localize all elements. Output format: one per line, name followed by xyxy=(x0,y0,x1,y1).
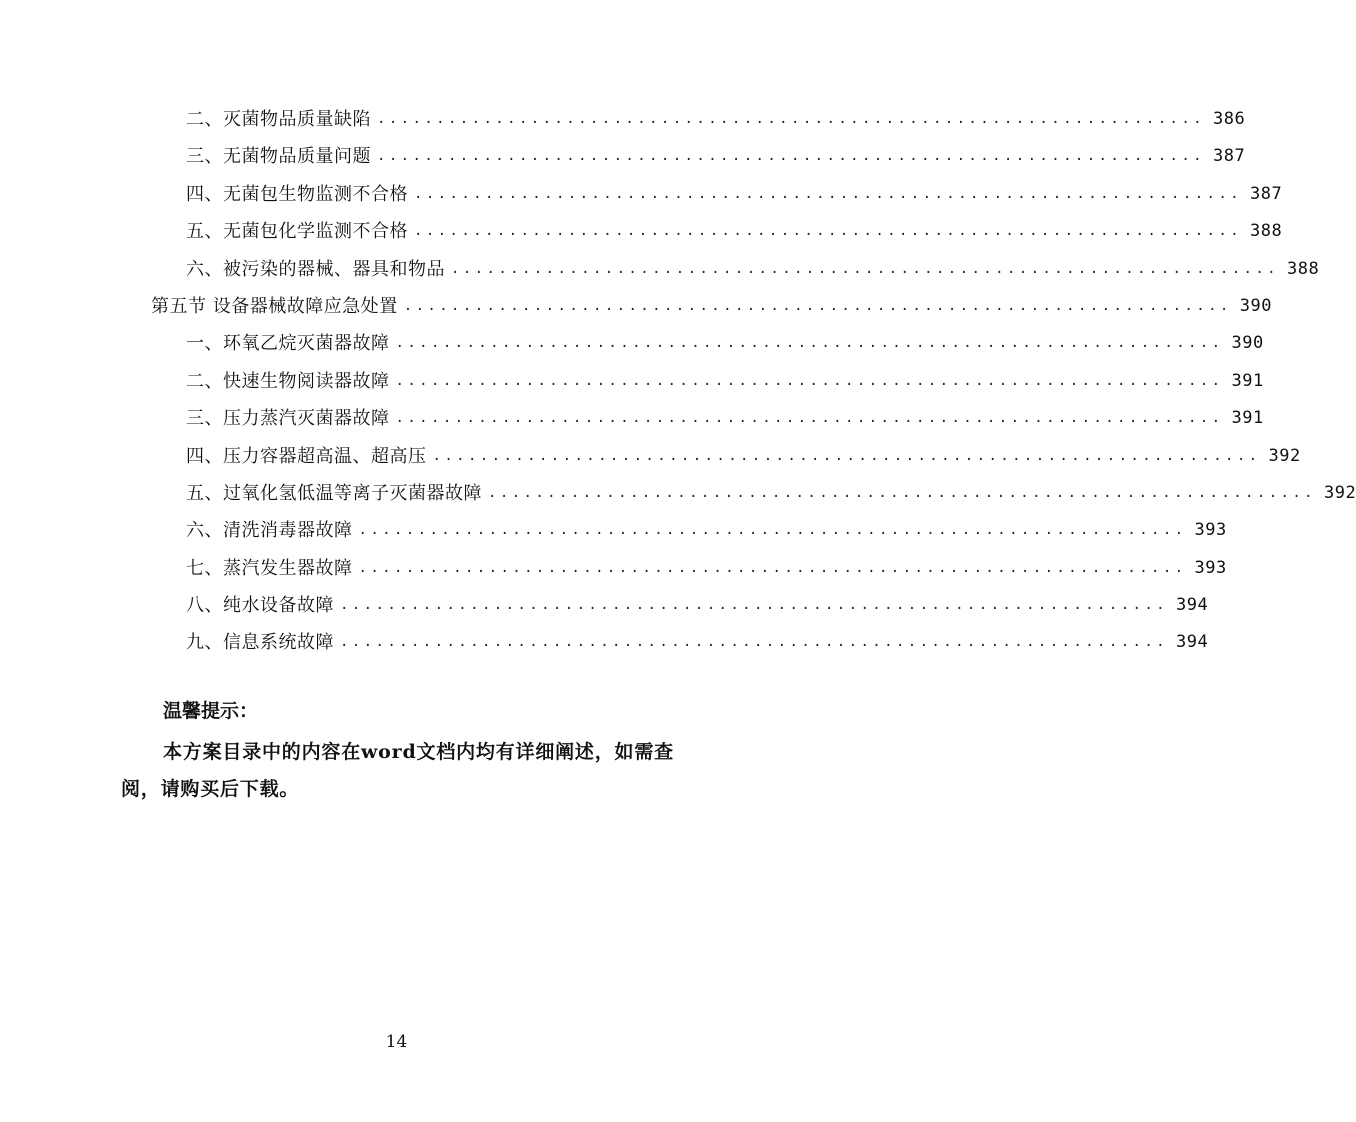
toc-entry-page: 391 xyxy=(1231,370,1264,391)
toc-entry[interactable] xyxy=(0,550,1227,587)
toc-entry-title: 五、过氧化氢低温等离子灭菌器故障 xyxy=(186,482,482,504)
toc-entry-title: 七、蒸汽发生器故障 xyxy=(186,557,353,579)
toc-dot-leader: ...................................................................... xyxy=(488,484,1317,501)
toc-entry-page: 391 xyxy=(1231,408,1264,429)
toc-entry-page: 388 xyxy=(1250,221,1283,242)
toc-dot-leader: ...................................................................... xyxy=(377,148,1206,165)
toc-entry-page: 387 xyxy=(1250,183,1283,204)
toc-entry-title: 四、无菌包生物监测不合格 xyxy=(186,183,408,205)
toc-dot-leader: ...................................................................... xyxy=(358,522,1187,539)
toc-entry-page: 387 xyxy=(1213,146,1246,167)
toc-entry-title: 三、无菌物品质量问题 xyxy=(186,146,371,168)
toc-dot-leader: ...................................................................... xyxy=(451,260,1280,277)
toc-entry-title: 六、清洗消毒器故障 xyxy=(186,520,353,542)
toc-entry-page: 393 xyxy=(1194,557,1227,578)
toc-entry-page: 393 xyxy=(1194,520,1227,541)
toc-dot-leader: ...................................................................... xyxy=(377,111,1206,127)
table-of-contents xyxy=(0,101,1356,662)
toc-entry-page: 392 xyxy=(1268,445,1301,466)
toc-entry-page: 388 xyxy=(1287,258,1320,279)
toc-entry-title: 二、快速生物阅读器故障 xyxy=(186,370,390,392)
toc-dot-leader: ...................................................................... xyxy=(414,223,1243,240)
toc-dot-leader: ...................................................................... xyxy=(403,297,1232,314)
toc-entry-page: 390 xyxy=(1239,295,1272,316)
notice-body: 本方案目录中的内容在word文档内均有详细阐述，如需查阅，请购买后下载。 xyxy=(121,741,674,800)
toc-entry[interactable] xyxy=(0,101,1246,138)
toc-dot-leader: ...................................................................... xyxy=(340,634,1169,651)
toc-dot-leader: ...................................................................... xyxy=(395,372,1224,389)
toc-entry[interactable] xyxy=(0,138,1246,175)
toc-dot-leader: ...................................................................... xyxy=(395,410,1224,427)
toc-entry-title: 九、信息系统故障 xyxy=(186,632,334,654)
toc-entry-page: 394 xyxy=(1176,595,1209,616)
toc-entry-title: 二、灭菌物品质量缺陷 xyxy=(186,109,371,130)
toc-entry[interactable] xyxy=(0,624,1209,661)
toc-entry-page: 390 xyxy=(1231,333,1264,354)
toc-entry[interactable] xyxy=(0,363,1264,400)
toc-dot-leader: ...................................................................... xyxy=(414,185,1243,202)
toc-entry-title: 五、无菌包化学监测不合格 xyxy=(186,221,408,243)
toc-entry[interactable] xyxy=(0,512,1227,549)
toc-entry-title: 六、被污染的器械、器具和物品 xyxy=(186,258,445,280)
toc-entry-title: 一、环氧乙烷灭菌器故障 xyxy=(186,333,390,355)
toc-entry-title: 第五节 设备器械故障应急处置 xyxy=(151,295,398,317)
toc-entry[interactable] xyxy=(0,475,1356,512)
toc-entry[interactable] xyxy=(0,213,1283,250)
toc-entry-page: 386 xyxy=(1213,109,1246,129)
toc-entry[interactable] xyxy=(0,251,1320,288)
toc-entry-title: 四、压力容器超高温、超高压 xyxy=(186,445,427,467)
notice-title: 温馨提示： xyxy=(163,700,259,722)
toc-section-entry[interactable] xyxy=(0,288,1272,325)
toc-entry-title: 八、纯水设备故障 xyxy=(186,595,334,617)
toc-entry[interactable] xyxy=(0,325,1264,362)
toc-entry[interactable] xyxy=(0,438,1301,475)
toc-entry-title: 三、压力蒸汽灭菌器故障 xyxy=(186,408,390,430)
toc-dot-leader: ...................................................................... xyxy=(358,559,1187,576)
toc-dot-leader: ...................................................................... xyxy=(340,597,1169,614)
toc-entry[interactable] xyxy=(0,400,1264,437)
page-number: 14 xyxy=(385,1032,408,1052)
toc-entry[interactable] xyxy=(0,587,1209,624)
toc-entry-page: 394 xyxy=(1176,632,1209,653)
toc-entry-page: 392 xyxy=(1324,482,1356,503)
toc-dot-leader: ...................................................................... xyxy=(395,335,1224,352)
toc-dot-leader: ...................................................................... xyxy=(432,447,1261,464)
toc-entry[interactable] xyxy=(0,176,1283,213)
